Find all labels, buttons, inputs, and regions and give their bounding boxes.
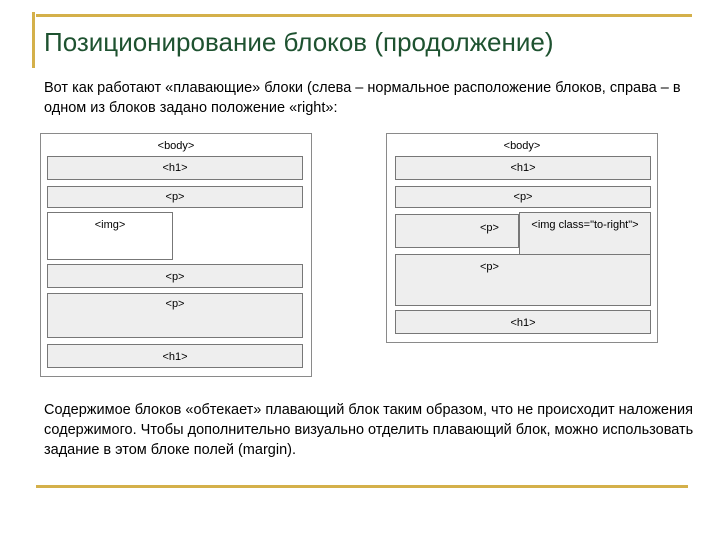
slide-title: Позиционирование блоков (продолжение) <box>44 27 554 57</box>
p-label: <p> <box>513 191 533 203</box>
img-label: <img> <box>94 219 126 231</box>
img-block-float-right <box>519 212 651 260</box>
p-label: <p> <box>480 222 499 234</box>
p-label: <p> <box>480 261 499 273</box>
p-block <box>47 186 303 208</box>
body-label: <body> <box>157 140 195 152</box>
h1-block <box>47 344 303 368</box>
diagram-normal-flow <box>40 133 312 377</box>
footer-rule <box>36 485 688 488</box>
img-block <box>47 212 173 260</box>
p-label: <p> <box>165 298 185 310</box>
p-label: <p> <box>165 191 185 203</box>
p-block <box>47 264 303 288</box>
h1-label: <h1> <box>162 162 188 174</box>
p-block <box>47 293 303 338</box>
h1-block <box>395 310 651 334</box>
img-label: <img class="to-right"> <box>531 219 639 231</box>
h1-label: <h1> <box>162 351 188 363</box>
p-block <box>395 186 651 208</box>
body-label: <body> <box>503 140 541 152</box>
h1-block <box>47 156 303 180</box>
h1-label: <h1> <box>510 162 536 174</box>
diagram-float-right <box>386 133 658 343</box>
title-top-rule <box>36 14 692 17</box>
p-block <box>395 214 519 248</box>
p-label: <p> <box>165 271 185 283</box>
title-left-rule <box>32 12 35 68</box>
h1-label: <h1> <box>510 317 536 329</box>
h1-block <box>395 156 651 180</box>
outro-paragraph: Содержимое блоков «обтекает» плавающий блок таким образом, что не происходит наложения содержимого. Чтобы дополнительно визуально отделить плавающий блок, можно использовать задание в этом блоке полей (margin). <box>44 402 694 458</box>
p-block <box>395 254 651 306</box>
intro-paragraph: Вот как работают «плавающие» блоки (слева – нормальное расположение блоков, справа – в одном из блоков задано положение «right»: <box>44 80 681 116</box>
